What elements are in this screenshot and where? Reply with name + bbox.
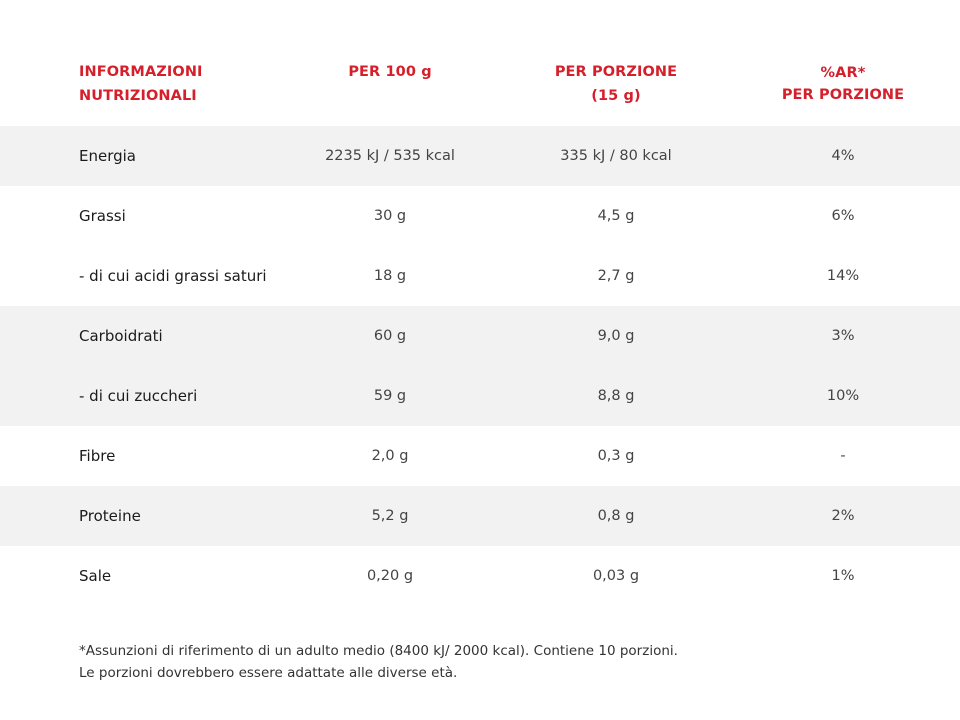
table-row	[0, 486, 960, 546]
footnote	[79, 640, 678, 684]
header-line: NUTRIZIONALI	[79, 88, 197, 104]
row-per-portion: 9,0 g	[597, 328, 635, 344]
table-row	[0, 186, 960, 246]
row-per-100g: 30 g	[373, 208, 407, 224]
row-label: Carboidrati	[79, 327, 163, 345]
header-line: %AR*	[820, 65, 866, 81]
row-per-portion: 0,8 g	[597, 508, 635, 524]
row-label: - di cui zuccheri	[79, 387, 198, 405]
row-ar: 10%	[826, 388, 860, 404]
table-row	[0, 426, 960, 486]
row-label: Grassi	[79, 207, 126, 225]
header-line: PER 100 g	[348, 64, 432, 80]
row-ar: 3%	[831, 328, 855, 344]
row-label: Sale	[79, 567, 112, 585]
header-ar-per-portion	[743, 62, 943, 106]
row-per-100g: 5,2 g	[371, 508, 409, 524]
footnote-line: *Assunzioni di riferimento di un adulto medio (8400 kJ/ 2000 kcal). Contiene 10 porzioni.	[79, 643, 678, 659]
row-per-portion: 335 kJ / 80 kcal	[560, 148, 672, 164]
row-ar: 1%	[831, 568, 855, 584]
table-header	[0, 60, 960, 126]
row-per-portion: 0,3 g	[597, 448, 635, 464]
table-row	[0, 366, 960, 426]
row-per-portion: 0,03 g	[592, 568, 640, 584]
row-ar: 6%	[831, 208, 855, 224]
header-line: INFORMAZIONI	[79, 64, 203, 80]
row-ar: 14%	[826, 268, 860, 284]
row-per-portion: 8,8 g	[597, 388, 635, 404]
header-line: (15 g)	[591, 88, 641, 104]
row-per-100g: 0,20 g	[366, 568, 414, 584]
header-line: PER PORZIONE	[781, 87, 905, 103]
header-line: PER PORZIONE	[554, 64, 678, 80]
table-row	[0, 126, 960, 186]
row-ar: -	[840, 448, 846, 464]
footnote-line: Le porzioni dovrebbero essere adattate alle diverse età.	[79, 665, 458, 681]
row-per-portion: 4,5 g	[597, 208, 635, 224]
header-per-portion	[516, 60, 716, 108]
table-row	[0, 306, 960, 366]
row-per-100g: 59 g	[373, 388, 407, 404]
header-nutritional-info	[79, 60, 203, 108]
row-ar: 4%	[831, 148, 855, 164]
row-label: Proteine	[79, 507, 141, 525]
header-per-100g	[290, 60, 490, 84]
row-per-100g: 60 g	[373, 328, 407, 344]
table-row	[0, 546, 960, 606]
row-per-100g: 2235 kJ / 535 kcal	[325, 148, 455, 164]
table-body	[0, 126, 960, 606]
row-label: Energia	[79, 147, 136, 165]
row-per-100g: 18 g	[373, 268, 407, 284]
row-label: - di cui acidi grassi saturi	[79, 267, 267, 285]
row-ar: 2%	[831, 508, 855, 524]
table-row	[0, 246, 960, 306]
row-label: Fibre	[79, 447, 116, 465]
row-per-100g: 2,0 g	[371, 448, 409, 464]
row-per-portion: 2,7 g	[597, 268, 635, 284]
